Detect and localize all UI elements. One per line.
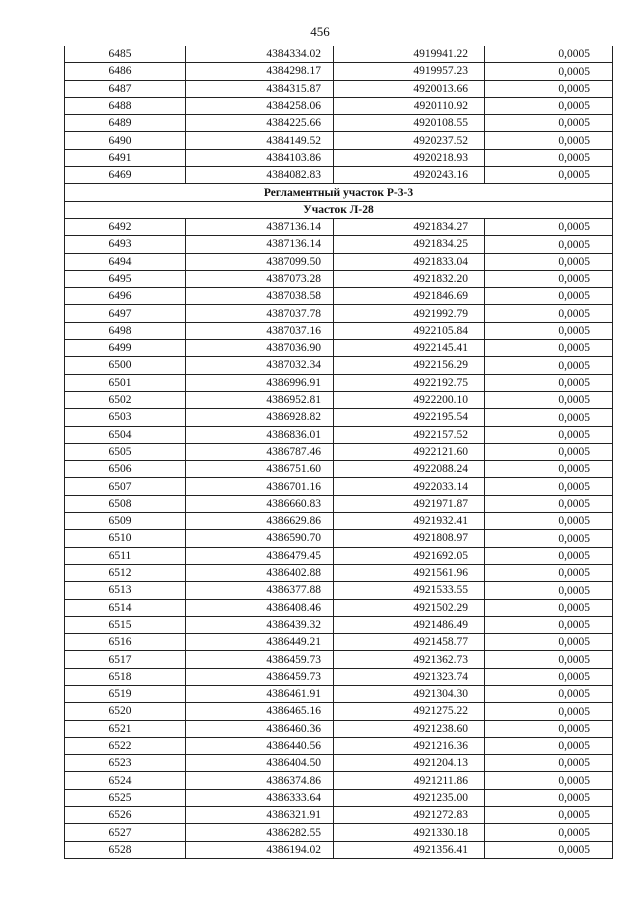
area-value-cell: 0,0005 xyxy=(485,409,613,426)
x-coordinate-cell: 4386461.91 xyxy=(186,685,334,702)
area-value-cell: 0,0005 xyxy=(485,322,613,339)
x-coordinate-cell: 4384225.66 xyxy=(186,115,334,132)
x-coordinate-cell: 4386952.81 xyxy=(186,391,334,408)
point-number-cell: 6523 xyxy=(65,755,186,772)
point-number-cell: 6525 xyxy=(65,789,186,806)
y-coordinate-cell: 4919957.23 xyxy=(334,63,485,80)
y-coordinate-cell: 4922156.29 xyxy=(334,357,485,374)
x-coordinate-cell: 4386440.56 xyxy=(186,737,334,754)
y-coordinate-cell: 4921833.04 xyxy=(334,253,485,270)
y-coordinate-cell: 4921238.60 xyxy=(334,720,485,737)
area-value-cell: 0,0005 xyxy=(485,218,613,235)
x-coordinate-cell: 4387038.58 xyxy=(186,288,334,305)
y-coordinate-cell: 4921323.74 xyxy=(334,668,485,685)
point-number-cell: 6492 xyxy=(65,218,186,235)
area-value-cell: 0,0005 xyxy=(485,115,613,132)
table-row xyxy=(65,599,613,616)
y-coordinate-cell: 4921486.49 xyxy=(334,616,485,633)
table-body xyxy=(65,46,613,858)
table-row xyxy=(65,461,613,478)
y-coordinate-cell: 4921362.73 xyxy=(334,651,485,668)
table-row xyxy=(65,167,613,184)
table-row xyxy=(65,288,613,305)
x-coordinate-cell: 4387032.34 xyxy=(186,357,334,374)
table-row xyxy=(65,218,613,235)
point-number-cell: 6522 xyxy=(65,737,186,754)
table-row xyxy=(65,132,613,149)
x-coordinate-cell: 4387136.14 xyxy=(186,236,334,253)
area-value-cell: 0,0005 xyxy=(485,167,613,184)
area-value-cell: 0,0005 xyxy=(485,46,613,63)
y-coordinate-cell: 4921356.41 xyxy=(334,841,485,858)
table-row xyxy=(65,391,613,408)
section-heading: Регламентный участок Р-3-3 xyxy=(65,184,613,201)
x-coordinate-cell: 4386404.50 xyxy=(186,755,334,772)
y-coordinate-cell: 4919941.22 xyxy=(334,46,485,63)
area-value-cell: 0,0005 xyxy=(485,530,613,547)
table-row xyxy=(65,236,613,253)
x-coordinate-cell: 4386402.88 xyxy=(186,564,334,581)
x-coordinate-cell: 4384315.87 xyxy=(186,80,334,97)
table-row xyxy=(65,478,613,495)
y-coordinate-cell: 4921992.79 xyxy=(334,305,485,322)
area-value-cell: 0,0005 xyxy=(485,841,613,858)
x-coordinate-cell: 4384082.83 xyxy=(186,167,334,184)
area-value-cell: 0,0005 xyxy=(485,305,613,322)
y-coordinate-cell: 4921692.05 xyxy=(334,547,485,564)
x-coordinate-cell: 4387036.90 xyxy=(186,340,334,357)
table-row xyxy=(65,720,613,737)
x-coordinate-cell: 4386996.91 xyxy=(186,374,334,391)
area-value-cell: 0,0005 xyxy=(485,807,613,824)
x-coordinate-cell: 4384149.52 xyxy=(186,132,334,149)
point-number-cell: 6527 xyxy=(65,824,186,841)
table-row xyxy=(65,685,613,702)
area-value-cell: 0,0005 xyxy=(485,63,613,80)
point-number-cell: 6524 xyxy=(65,772,186,789)
point-number-cell: 6518 xyxy=(65,668,186,685)
point-number-cell: 6510 xyxy=(65,530,186,547)
y-coordinate-cell: 4921971.87 xyxy=(334,495,485,512)
area-value-cell: 0,0005 xyxy=(485,236,613,253)
area-value-cell: 0,0005 xyxy=(485,616,613,633)
table-row xyxy=(65,305,613,322)
point-number-cell: 6487 xyxy=(65,80,186,97)
area-value-cell: 0,0005 xyxy=(485,288,613,305)
point-number-cell: 6503 xyxy=(65,409,186,426)
x-coordinate-cell: 4386374.86 xyxy=(186,772,334,789)
point-number-cell: 6491 xyxy=(65,149,186,166)
point-number-cell: 6516 xyxy=(65,634,186,651)
area-value-cell: 0,0005 xyxy=(485,149,613,166)
x-coordinate-cell: 4386459.73 xyxy=(186,651,334,668)
point-number-cell: 6506 xyxy=(65,461,186,478)
area-value-cell: 0,0005 xyxy=(485,340,613,357)
table-row xyxy=(65,357,613,374)
point-number-cell: 6497 xyxy=(65,305,186,322)
x-coordinate-cell: 4386439.32 xyxy=(186,616,334,633)
area-value-cell: 0,0005 xyxy=(485,668,613,685)
point-number-cell: 6508 xyxy=(65,495,186,512)
area-value-cell: 0,0005 xyxy=(485,97,613,114)
y-coordinate-cell: 4921330.18 xyxy=(334,824,485,841)
point-number-cell: 6513 xyxy=(65,582,186,599)
y-coordinate-cell: 4921272.83 xyxy=(334,807,485,824)
y-coordinate-cell: 4920243.16 xyxy=(334,167,485,184)
coordinates-table xyxy=(64,46,613,859)
point-number-cell: 6528 xyxy=(65,841,186,858)
table-row xyxy=(65,530,613,547)
y-coordinate-cell: 4922121.60 xyxy=(334,443,485,460)
table-row xyxy=(65,80,613,97)
area-value-cell: 0,0005 xyxy=(485,634,613,651)
y-coordinate-cell: 4921216.36 xyxy=(334,737,485,754)
x-coordinate-cell: 4386408.46 xyxy=(186,599,334,616)
area-value-cell: 0,0005 xyxy=(485,391,613,408)
x-coordinate-cell: 4386333.64 xyxy=(186,789,334,806)
area-value-cell: 0,0005 xyxy=(485,374,613,391)
point-number-cell: 6501 xyxy=(65,374,186,391)
y-coordinate-cell: 4922195.54 xyxy=(334,409,485,426)
table-row xyxy=(65,651,613,668)
area-value-cell: 0,0005 xyxy=(485,582,613,599)
point-number-cell: 6521 xyxy=(65,720,186,737)
x-coordinate-cell: 4386449.21 xyxy=(186,634,334,651)
point-number-cell: 6486 xyxy=(65,63,186,80)
page-number: 456 xyxy=(310,24,330,39)
table-row xyxy=(65,616,613,633)
area-value-cell: 0,0005 xyxy=(485,772,613,789)
table-row xyxy=(65,582,613,599)
point-number-cell: 6493 xyxy=(65,236,186,253)
area-value-cell: 0,0005 xyxy=(485,564,613,581)
y-coordinate-cell: 4922157.52 xyxy=(334,426,485,443)
point-number-cell: 6494 xyxy=(65,253,186,270)
x-coordinate-cell: 4386459.73 xyxy=(186,668,334,685)
y-coordinate-cell: 4922200.10 xyxy=(334,391,485,408)
y-coordinate-cell: 4921204.13 xyxy=(334,755,485,772)
point-number-cell: 6515 xyxy=(65,616,186,633)
y-coordinate-cell: 4921834.27 xyxy=(334,218,485,235)
area-value-cell: 0,0005 xyxy=(485,737,613,754)
point-number-cell: 6490 xyxy=(65,132,186,149)
area-value-cell: 0,0005 xyxy=(485,599,613,616)
y-coordinate-cell: 4921808.97 xyxy=(334,530,485,547)
x-coordinate-cell: 4386701.16 xyxy=(186,478,334,495)
area-value-cell: 0,0005 xyxy=(485,253,613,270)
x-coordinate-cell: 4386282.55 xyxy=(186,824,334,841)
point-number-cell: 6495 xyxy=(65,270,186,287)
x-coordinate-cell: 4386660.83 xyxy=(186,495,334,512)
table-row xyxy=(65,443,613,460)
table-row xyxy=(65,426,613,443)
y-coordinate-cell: 4921235.00 xyxy=(334,789,485,806)
y-coordinate-cell: 4921846.69 xyxy=(334,288,485,305)
table-row xyxy=(65,409,613,426)
table-row xyxy=(65,374,613,391)
area-value-cell: 0,0005 xyxy=(485,720,613,737)
x-coordinate-cell: 4387073.28 xyxy=(186,270,334,287)
area-value-cell: 0,0005 xyxy=(485,824,613,841)
y-coordinate-cell: 4921458.77 xyxy=(334,634,485,651)
table-row xyxy=(65,755,613,772)
x-coordinate-cell: 4386194.02 xyxy=(186,841,334,858)
table-row xyxy=(65,547,613,564)
x-coordinate-cell: 4384258.06 xyxy=(186,97,334,114)
table-row xyxy=(65,807,613,824)
x-coordinate-cell: 4386751.60 xyxy=(186,461,334,478)
area-value-cell: 0,0005 xyxy=(485,461,613,478)
point-number-cell: 6500 xyxy=(65,357,186,374)
y-coordinate-cell: 4922105.84 xyxy=(334,322,485,339)
area-value-cell: 0,0005 xyxy=(485,513,613,530)
y-coordinate-cell: 4921304.30 xyxy=(334,685,485,702)
point-number-cell: 6499 xyxy=(65,340,186,357)
y-coordinate-cell: 4921533.55 xyxy=(334,582,485,599)
table-row xyxy=(65,97,613,114)
table-row xyxy=(65,149,613,166)
y-coordinate-cell: 4920110.92 xyxy=(334,97,485,114)
area-value-cell: 0,0005 xyxy=(485,651,613,668)
table-row xyxy=(65,737,613,754)
x-coordinate-cell: 4386590.70 xyxy=(186,530,334,547)
x-coordinate-cell: 4386321.91 xyxy=(186,807,334,824)
table-row xyxy=(65,703,613,720)
area-value-cell: 0,0005 xyxy=(485,685,613,702)
section-heading-row xyxy=(65,184,613,201)
y-coordinate-cell: 4920218.93 xyxy=(334,149,485,166)
x-coordinate-cell: 4384298.17 xyxy=(186,63,334,80)
y-coordinate-cell: 4920108.55 xyxy=(334,115,485,132)
x-coordinate-cell: 4386787.46 xyxy=(186,443,334,460)
point-number-cell: 6489 xyxy=(65,115,186,132)
table-row xyxy=(65,340,613,357)
table-row xyxy=(65,495,613,512)
x-coordinate-cell: 4387099.50 xyxy=(186,253,334,270)
area-value-cell: 0,0005 xyxy=(485,80,613,97)
x-coordinate-cell: 4384334.02 xyxy=(186,46,334,63)
y-coordinate-cell: 4921932.41 xyxy=(334,513,485,530)
area-value-cell: 0,0005 xyxy=(485,495,613,512)
y-coordinate-cell: 4922145.41 xyxy=(334,340,485,357)
y-coordinate-cell: 4921211.86 xyxy=(334,772,485,789)
area-value-cell: 0,0005 xyxy=(485,789,613,806)
table-row xyxy=(65,634,613,651)
y-coordinate-cell: 4922088.24 xyxy=(334,461,485,478)
y-coordinate-cell: 4921832.20 xyxy=(334,270,485,287)
table-row xyxy=(65,63,613,80)
area-value-cell: 0,0005 xyxy=(485,426,613,443)
point-number-cell: 6505 xyxy=(65,443,186,460)
y-coordinate-cell: 4921561.96 xyxy=(334,564,485,581)
table-row xyxy=(65,253,613,270)
table-row xyxy=(65,668,613,685)
y-coordinate-cell: 4922192.75 xyxy=(334,374,485,391)
point-number-cell: 6509 xyxy=(65,513,186,530)
area-value-cell: 0,0005 xyxy=(485,132,613,149)
point-number-cell: 6485 xyxy=(65,46,186,63)
y-coordinate-cell: 4920237.52 xyxy=(334,132,485,149)
table-row xyxy=(65,115,613,132)
point-number-cell: 6512 xyxy=(65,564,186,581)
area-value-cell: 0,0005 xyxy=(485,357,613,374)
table-row xyxy=(65,841,613,858)
table-row xyxy=(65,564,613,581)
y-coordinate-cell: 4921502.29 xyxy=(334,599,485,616)
y-coordinate-cell: 4922033.14 xyxy=(334,478,485,495)
table-row xyxy=(65,46,613,63)
x-coordinate-cell: 4384103.86 xyxy=(186,149,334,166)
section-heading: Участок Л-28 xyxy=(65,201,613,218)
x-coordinate-cell: 4386479.45 xyxy=(186,547,334,564)
table-row xyxy=(65,824,613,841)
point-number-cell: 6511 xyxy=(65,547,186,564)
x-coordinate-cell: 4386928.82 xyxy=(186,409,334,426)
y-coordinate-cell: 4921834.25 xyxy=(334,236,485,253)
point-number-cell: 6507 xyxy=(65,478,186,495)
point-number-cell: 6526 xyxy=(65,807,186,824)
table-row xyxy=(65,772,613,789)
x-coordinate-cell: 4386629.86 xyxy=(186,513,334,530)
x-coordinate-cell: 4386836.01 xyxy=(186,426,334,443)
table-row xyxy=(65,270,613,287)
coordinates-table-container xyxy=(64,46,612,859)
point-number-cell: 6519 xyxy=(65,685,186,702)
point-number-cell: 6469 xyxy=(65,167,186,184)
section-heading-row xyxy=(65,201,613,218)
table-row xyxy=(65,789,613,806)
point-number-cell: 6496 xyxy=(65,288,186,305)
point-number-cell: 6520 xyxy=(65,703,186,720)
table-row xyxy=(65,513,613,530)
area-value-cell: 0,0005 xyxy=(485,703,613,720)
point-number-cell: 6514 xyxy=(65,599,186,616)
x-coordinate-cell: 4387037.78 xyxy=(186,305,334,322)
area-value-cell: 0,0005 xyxy=(485,443,613,460)
area-value-cell: 0,0005 xyxy=(485,270,613,287)
x-coordinate-cell: 4387037.16 xyxy=(186,322,334,339)
point-number-cell: 6517 xyxy=(65,651,186,668)
y-coordinate-cell: 4921275.22 xyxy=(334,703,485,720)
point-number-cell: 6502 xyxy=(65,391,186,408)
x-coordinate-cell: 4386377.88 xyxy=(186,582,334,599)
point-number-cell: 6504 xyxy=(65,426,186,443)
point-number-cell: 6498 xyxy=(65,322,186,339)
area-value-cell: 0,0005 xyxy=(485,478,613,495)
point-number-cell: 6488 xyxy=(65,97,186,114)
x-coordinate-cell: 4387136.14 xyxy=(186,218,334,235)
x-coordinate-cell: 4386465.16 xyxy=(186,703,334,720)
table-row xyxy=(65,322,613,339)
y-coordinate-cell: 4920013.66 xyxy=(334,80,485,97)
x-coordinate-cell: 4386460.36 xyxy=(186,720,334,737)
area-value-cell: 0,0005 xyxy=(485,547,613,564)
area-value-cell: 0,0005 xyxy=(485,755,613,772)
